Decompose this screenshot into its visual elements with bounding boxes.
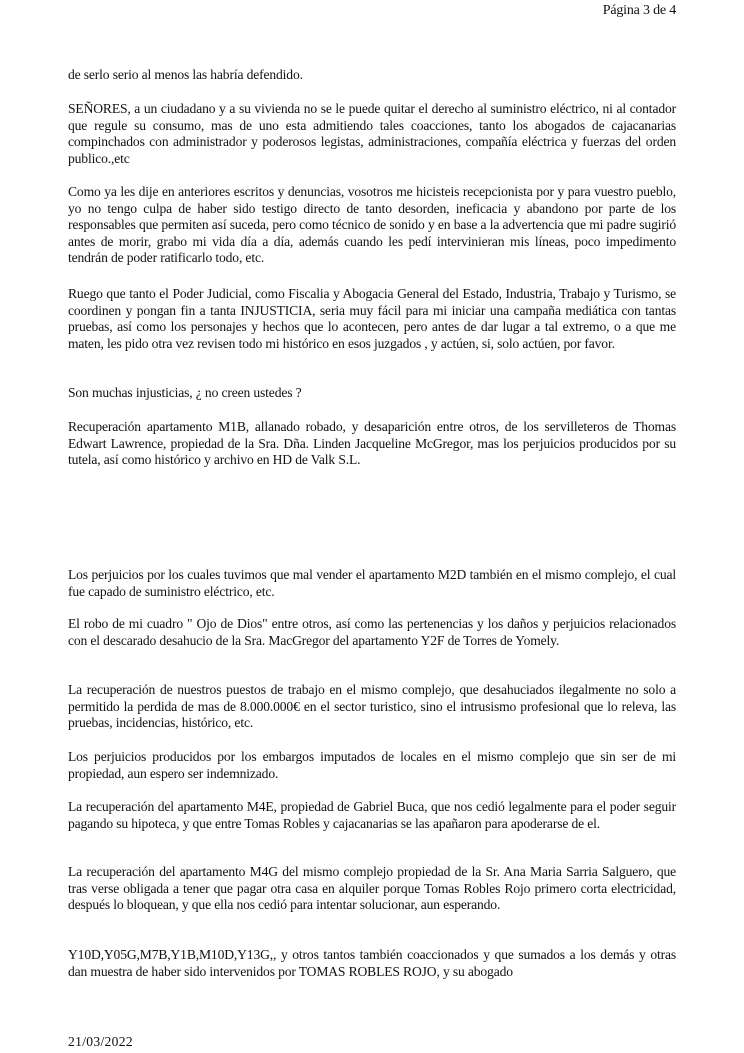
paragraph-como-ya-les-dije: [68, 184, 676, 267]
paragraph-embargos: [68, 749, 676, 782]
paragraph-recuperacion-m4g: [68, 864, 676, 914]
paragraph-text: Los perjuicios por los cuales tuvimos que mal vender el apartamento M2D también en el mismo complejo, el cual fue capado de suministro eléctrico, etc.: [68, 567, 676, 599]
paragraph-text: Los perjuicios producidos por los embargos imputados de locales en el mismo complejo que sin ser de mi propiedad, aun espero ser indemnizado.: [68, 749, 676, 781]
paragraph-text: La recuperación del apartamento M4G del mismo complejo propiedad de la Sr. Ana Maria Sarria Salguero, que tras verse obligada a tener que pagar otra casa en alquiler porque Tomas Robles Rojo primero corta electricidad, después lo bloquean, y que ella nos cedió para intentar solucionar, aun esperando.: [68, 864, 676, 913]
paragraph-perjuicios-m2d: [68, 567, 676, 600]
paragraph-robo-cuadro: [68, 616, 676, 649]
paragraph-senores: [68, 101, 676, 167]
paragraph-ruego: [68, 286, 676, 352]
paragraph-puestos-trabajo: [68, 682, 676, 732]
paragraph-text: SEÑORES, a un ciudadano y a su vivienda no se le puede quitar el derecho al suministro eléctrico, ni al contador que regule su consumo, mas de uno esta admitiendo tales coacciones, tanto los abogados de cajacanarias compinchados con administrador y poderosos legistas, administraciones, compañía eléctrica y fuerzas del orden publico.,etc: [68, 101, 676, 166]
paragraph-closing-sentence: [68, 67, 676, 84]
paragraph-injusticias-question: [68, 385, 676, 402]
paragraph-text: Como ya les dije en anteriores escritos y denuncias, vosotros me hicisteis recepcionista por y para vuestro pueblo, yo no tengo culpa de haber sido testigo directo de tanto desorden, ineficacia y abandono por parte de los responsables que permiten así suceda, pero como técnico de sonido y en base a la advertencia que mi padre sugirió antes de morir, grabo mi vida día a día, además cuando les pedí intervinieran mis líneas, poco impedimento tendrán de poder ratificarlo todo, etc.: [68, 184, 676, 266]
paragraph-text: de serlo serio al menos las habría defendido.: [68, 67, 303, 82]
paragraph-text: Son muchas injusticias, ¿ no creen ustedes ?: [68, 385, 302, 400]
paragraph-recuperacion-m1b: [68, 419, 676, 469]
paragraph-apartment-list: [68, 947, 676, 980]
paragraph-text: Y10D,Y05G,M7B,Y1B,M10D,Y13G,, y otros tantos también coaccionados y que sumados a los demás y otras dan muestra de haber sido intervenidos por TOMAS ROBLES ROJO, y su abogado: [68, 947, 676, 979]
page-number: Página 3 de 4: [602, 3, 676, 18]
paragraph-text: El robo de mi cuadro " Ojo de Dios" entre otros, así como las pertenencias y los daños y perjuicios relacionados con el descarado desahucio de la Sra. MacGregor del apartamento Y2F de Torres de Yomely.: [68, 616, 676, 648]
footer-date: 21/03/2022: [68, 1034, 133, 1049]
paragraph-recuperacion-m4e: [68, 799, 676, 832]
paragraph-text: La recuperación del apartamento M4E, propiedad de Gabriel Buca, que nos cedió legalmente para el poder seguir pagando su hipoteca, y que entre Tomas Robles y cajacanarias se las apañaron para apoderarse de el.: [68, 799, 676, 831]
paragraph-text: Recuperación apartamento M1B, allanado robado, y desaparición entre otros, de los servilleteros de Thomas Edwart Lawrence, propiedad de la Sra. Dña. Linden Jacqueline McGregor, mas los perjuicios producidos por su tutela, así como histórico y archivo en HD de Valk S.L.: [68, 419, 676, 468]
paragraph-text: La recuperación de nuestros puestos de trabajo en el mismo complejo, que desahuciados ilegalmente no solo a permitido la perdida de mas de 8.000.000€ en el sector turistico, sino el intrusismo profesional que lo releva, las pruebas, incidencias, histórico, etc.: [68, 682, 676, 731]
paragraph-text: Ruego que tanto el Poder Judicial, como Fiscalia y Abogacia General del Estado, Industria, Trabajo y Turismo, se coordinen y pongan fin a tanta INJUSTICIA, seria muy fácil para mi iniciar una campaña mediática con tantas pruebas, así como los personajes y hechos que lo acontecen, pero antes de dar lugar a tal extremo, o a que me maten, les pido otra vez revisen todo mi histórico en esos juzgados , y actúen, si, solo actúen, por favor.: [68, 286, 676, 351]
